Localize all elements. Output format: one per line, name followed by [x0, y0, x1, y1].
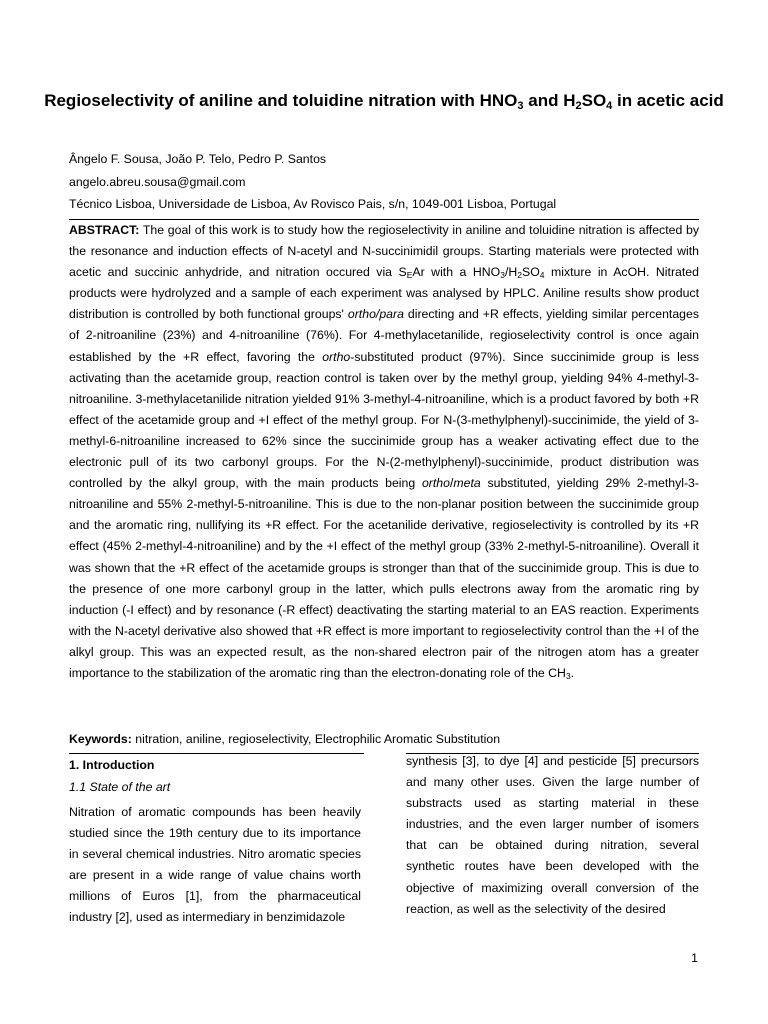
keywords-label: Keywords: — [69, 732, 132, 746]
section-subheading: 1.1 State of the art — [69, 780, 171, 794]
paper-title: Regioselectivity of aniline and toluidine nitration with $HNO_3$ and $H_2SO_4$ in acetic acid — [44, 91, 724, 112]
affiliation: Técnico Lisboa, Universidade de Lisboa, Av Rovisco Pais, s/n, 1049-001 Lisboa, Portugal — [69, 197, 557, 211]
abstract: ABSTRACT: The goal of this work is to study how the regioselectivity in aniline and toluidine nitration is affected by the resonance and induction effects of N-acetyl and N-succinimidil groups. Starting materials were protected with acetic and succinic anhydride, and nitration occured via $S_EAr$ with a $HNO_3/H_2SO_4$ mixture in AcOH. Nitrated products were hydrolyzed and a sample of each experiment was analysed by HPLC. Aniline results show product distribution is controlled by both functional groups' ortho/para directing and +R effects, yielding similar percentages of 2-nitroaniline (23%) and 4-nitroaniline (76%). For 4-methylacetanilide, regioselectivity control is once again established by the +R effect, favoring the ortho-substituted product (97%). Since succinimide group is less activating than the acetamide group, reaction control is taken over by the methyl group, yielding 94% 4-methyl-3-nitroaniline. 3-methylacetanilide nitration yielded 91% 3-methyl-4-nitroaniline, which is a product favored by both +R effect of the acetamide group and +I effect of the methyl group. For N-(3-methylphenyl)-succinimide, the yield of 3-methyl-6-nitroaniline increased to 62% since the succinimide group has a weaker activating effect due to the electronic pull of its two carbonyl groups. For the N-(2-methylphenyl)-succinimide, product distribution was controlled by the alkyl group, with the main products being ortho/meta substituted, yielding 29% 2-methyl-3-nitroaniline and 55% 2-methyl-5-nitroaniline. This is due to the non-planar position between the succinimide group and the aromatic ring, nullifying its +R effect. For the acetanilide derivative, regioselectivity is controlled by its +R effect (45% 2-methyl-4-nitroaniline) and by the +I effect of the methyl group (33% 2-methyl-5-nitroaniline). Overall it was shown that the +R effect of the acetamide groups is stronger than that of the succinimide group. This is due to the presence of one more carbonyl group in the latter, which pulls electrons away from the aromatic ring by induction (-I effect) and by resonance (-R effect) deactivating the starting material to an EAS reaction. Experiments with the N-acetyl derivative also showed that +R effect is more important to regioselectivity control than the +I of the alkyl group. This was an expected result, as the non-shared electron pair of the nitrogen atom has a greater importance to the stabilization of the aromatic ring than the electron-donating role of the $CH_3$. — [69, 223, 700, 681]
abstract-label: ABSTRACT: — [69, 223, 140, 237]
page-number: 1 — [691, 951, 698, 965]
authors: Ângelo F. Sousa, João P. Telo, Pedro P. Santos — [69, 152, 327, 166]
section-heading: 1. Introduction — [69, 758, 155, 772]
email: angelo.abreu.sousa@gmail.com — [69, 175, 246, 189]
left-column-rule — [69, 753, 364, 754]
left-column-text: Nitration of aromatic compounds has been heavily studied since the 19th century due to its importance in several chemical industries. Nitro aromatic species are present in a wide range of value chains worth millions of Euros [1], from the pharmaceutical industry [2], used as intermediary in benzimidazole — [69, 805, 361, 925]
right-column-text: synthesis [3], to dye [4] and pesticide [5] precursors and many other uses. Given the large number of substracts used as starting material in these industries, and the even larger number of isomers that can be obtained during nitration, several synthetic routes have been developed with the objective of maximizing overall conversion of the reaction, as well as the selectivity of the desired — [406, 754, 699, 916]
keywords: Keywords: nitration, aniline, regioselectivity, Electrophilic Aromatic Substitution — [69, 732, 501, 746]
